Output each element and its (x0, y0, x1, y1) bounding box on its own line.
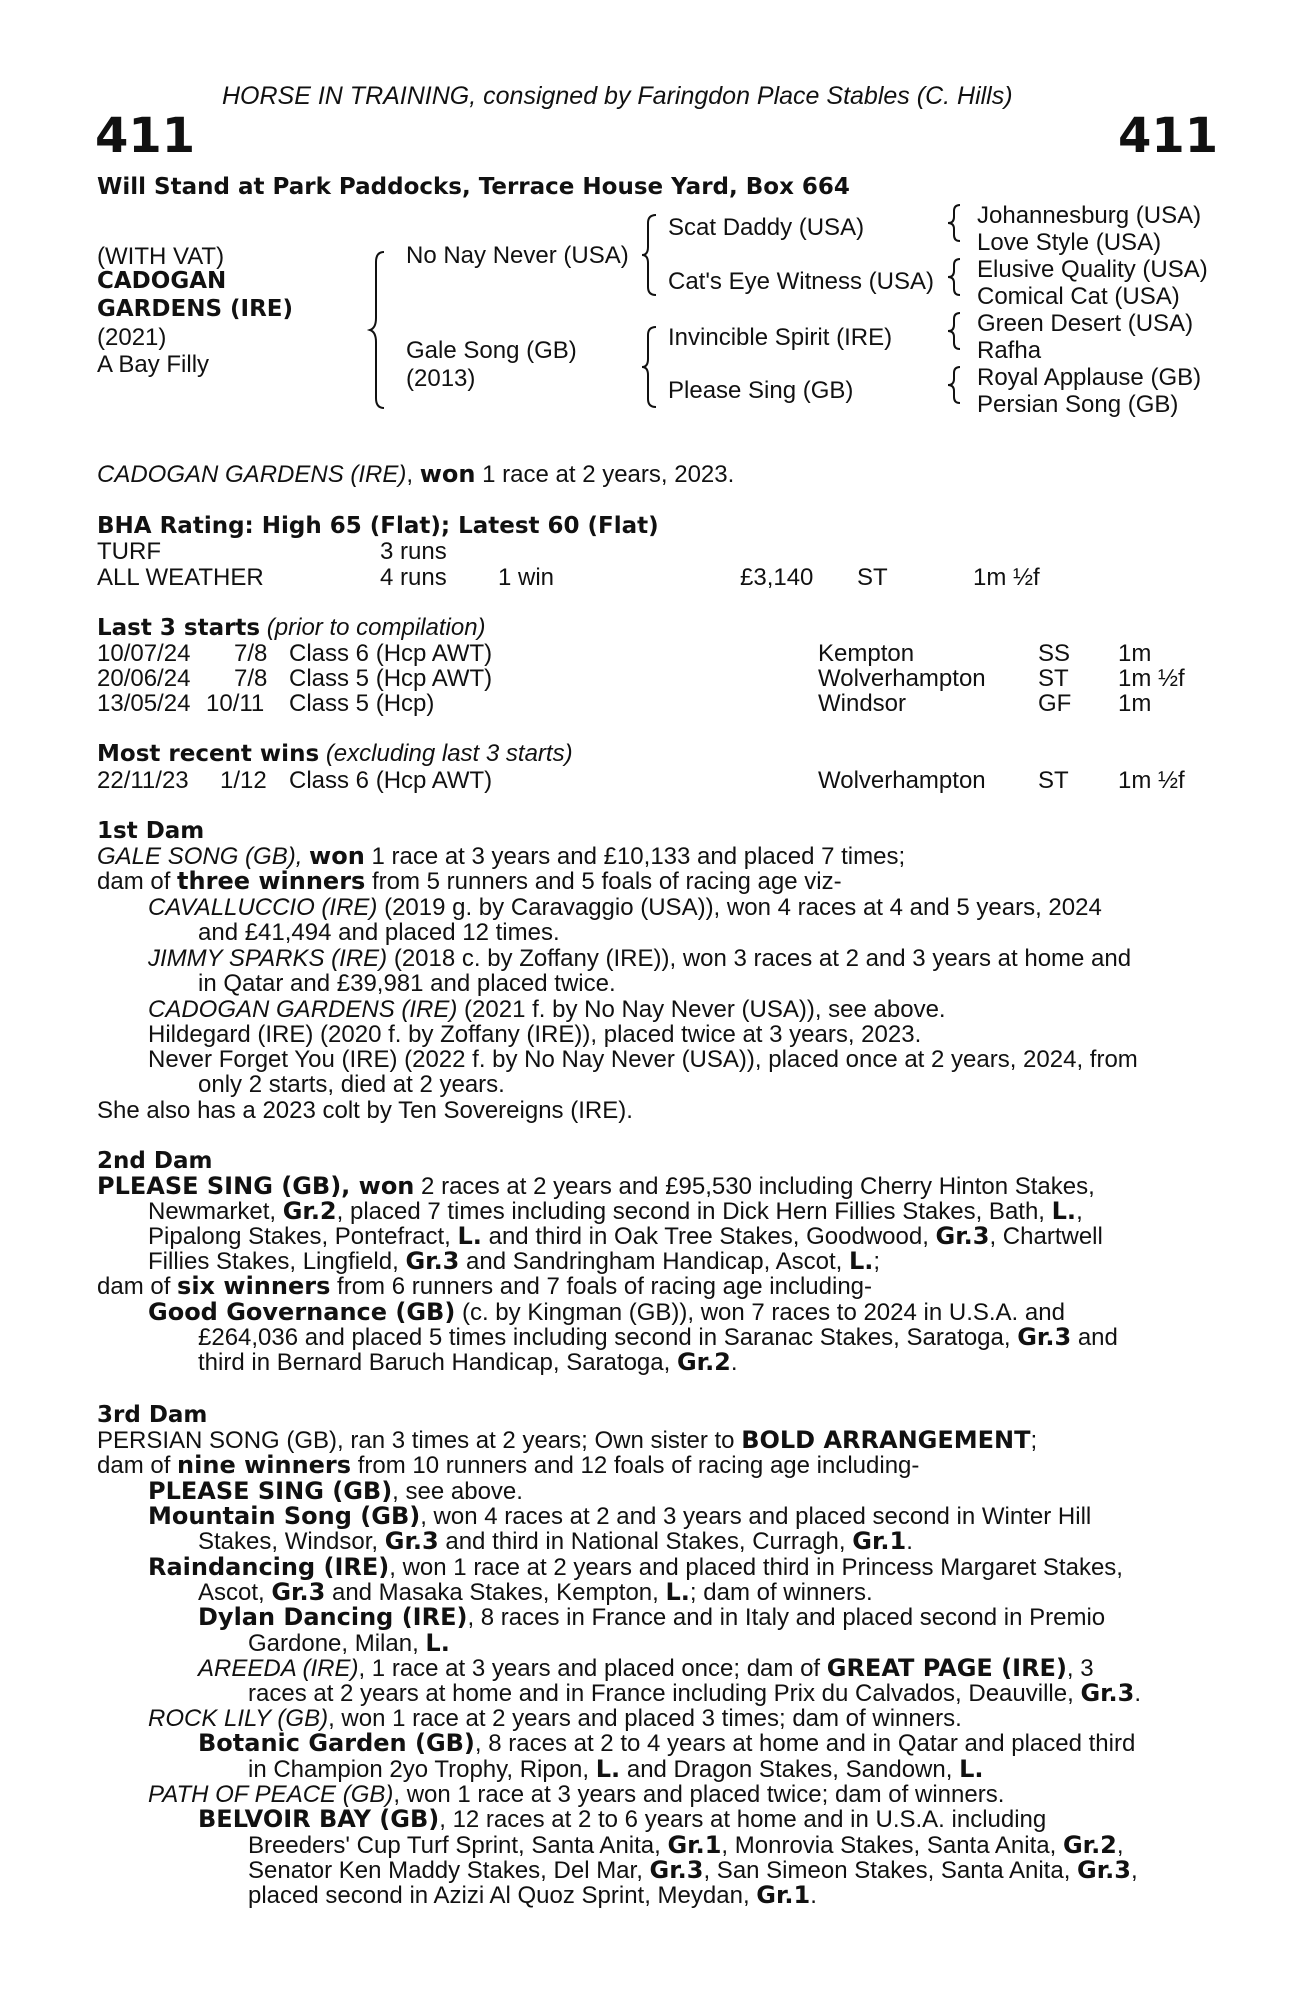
pedigree-dss: Green Desert (USA) (977, 310, 1194, 337)
horse-name-line2: GARDENS (IRE) (97, 296, 294, 322)
pedigree-bracket-ds (948, 311, 964, 351)
pedigree-bracket-sd (948, 257, 964, 297)
horse-year: (2021) (97, 324, 167, 351)
pedigree-sds: Elusive Quality (USA) (977, 256, 1208, 283)
stabling-location: Will Stand at Park Paddocks, Terrace House Yard, Box 664 (97, 174, 850, 200)
race-summary: CADOGAN GARDENS (IRE), won 1 race at 2 years, 2023. (97, 460, 735, 488)
pedigree-dds: Royal Applause (GB) (977, 364, 1202, 391)
lot-number-left: 411 (95, 108, 196, 164)
pedigree-bracket-main (370, 250, 390, 410)
pedigree-ssd: Love Style (USA) (977, 229, 1162, 256)
pedigree-bracket-dd (948, 365, 964, 405)
pedigree-dam-year: (2013) (406, 365, 476, 392)
pedigree-sire: No Nay Never (USA) (406, 242, 629, 269)
pedigree-sire-sire: Scat Daddy (USA) (668, 214, 865, 241)
horse-description: A Bay Filly (97, 351, 210, 378)
consignment-line: HORSE IN TRAINING, consigned by Faringdon Place Stables (C. Hills) (222, 82, 1013, 110)
pedigree-dam-dam: Please Sing (GB) (668, 377, 854, 404)
pedigree-bracket-sire (642, 213, 662, 297)
vat-label: (WITH VAT) (97, 243, 225, 270)
last-starts-heading: Last 3 starts (prior to compilation) (97, 614, 486, 641)
pedigree-ddd: Persian Song (GB) (977, 391, 1179, 418)
pedigree-dam: Gale Song (GB) (406, 337, 577, 364)
pedigree-sss: Johannesburg (USA) (977, 202, 1202, 229)
bha-rating-heading: BHA Rating: High 65 (Flat); Latest 60 (Flat) (97, 513, 659, 539)
pedigree-sire-dam: Cat's Eye Witness (USA) (668, 268, 934, 295)
pedigree-bracket-dam (642, 325, 662, 409)
pedigree-sdd: Comical Cat (USA) (977, 283, 1180, 310)
lot-number-right: 411 (1118, 108, 1219, 164)
pedigree-dam-sire: Invincible Spirit (IRE) (668, 324, 893, 351)
pedigree-dsd: Rafha (977, 337, 1042, 364)
pedigree-bracket-ss (948, 203, 964, 243)
horse-name-line1: CADOGAN (97, 268, 227, 294)
recent-wins-heading: Most recent wins (excluding last 3 starts) (97, 740, 573, 767)
